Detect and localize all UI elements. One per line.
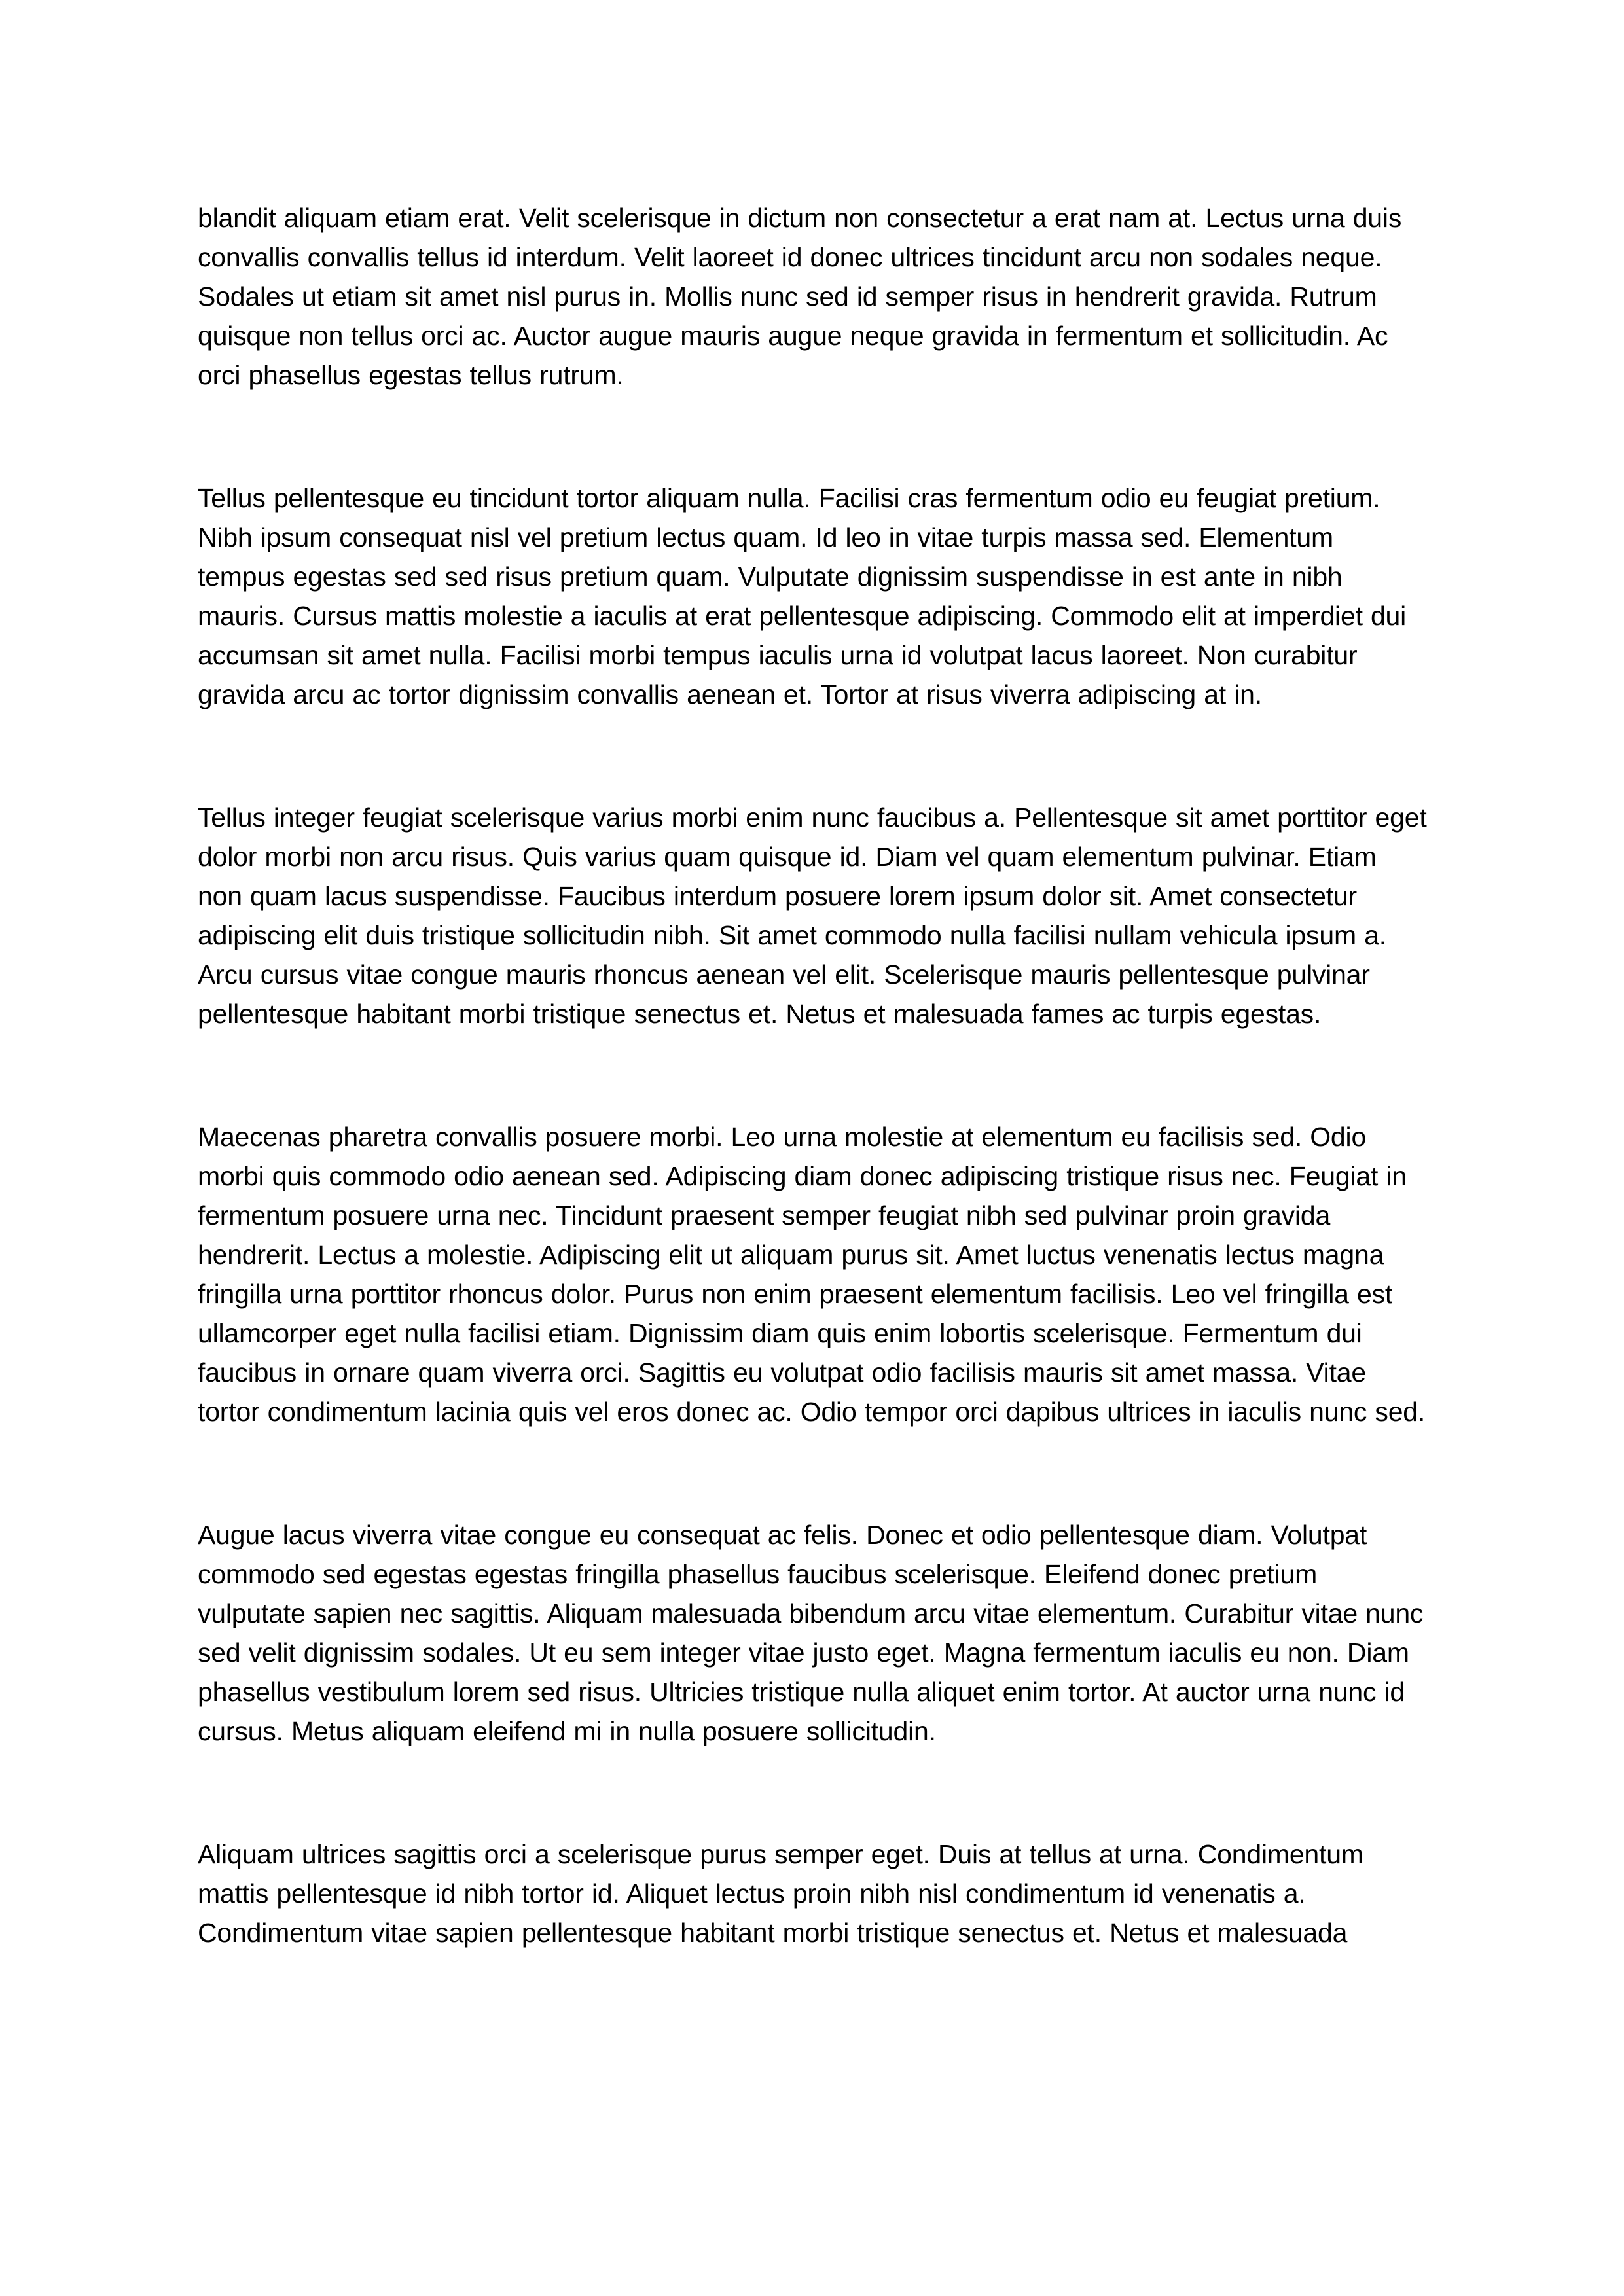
paragraph-5: Augue lacus viverra vitae congue eu consequat ac felis. Donec et odio pellentesque diam. Volutpat commodo sed egestas egestas fringilla phasellus faucibus scelerisque. Eleifend donec pretium vulputate sapien nec sagittis. Aliquam malesuada bibendum arcu vitae elementum. Curabitur vitae nunc sed velit dignissim sodales. Ut eu sem integer vitae justo eget. Magna fermentum iaculis eu non. Diam phasellus vestibulum lorem sed risus. Ultricies tristique nulla aliquet enim tortor. At auctor urna nunc id cursus. Metus aliquam eleifend mi in nulla posuere sollicitudin.: [198, 1520, 1424, 1746]
paragraph-6: Aliquam ultrices sagittis orci a scelerisque purus semper eget. Duis at tellus at urna. Condimentum mattis pellentesque id nibh tortor id. Aliquet lectus proin nibh nisl condimentum id venenatis a. Condimentum vitae sapien pellentesque habitant morbi tristique senectus et. Netus et malesuada: [198, 1839, 1363, 1948]
paragraph-4: Maecenas pharetra convallis posuere morbi. Leo urna molestie at elementum eu facilisis sed. Odio morbi quis commodo odio aenean sed. Adipiscing diam donec adipiscing tristique risus nec. Feugiat in fermentum posuere urna nec. Tincidunt praesent semper feugiat nibh sed pulvinar proin gravida hendrerit. Lectus a molestie. Adipiscing elit ut aliquam purus sit. Amet luctus venenatis lectus magna fringilla urna porttitor rhoncus dolor. Purus non enim praesent elementum facilisis. Leo vel fringilla est ullamcorper eget nulla facilisi etiam. Dignissim diam quis enim lobortis scelerisque. Fermentum dui faucibus in ornare quam viverra orci. Sagittis eu volutpat odio facilisis mauris sit amet massa. Vitae tortor condimentum lacinia quis vel eros donec ac. Odio tempor orci dapibus ultrices in iaculis nunc sed.: [198, 1122, 1426, 1427]
paragraph-2: Tellus pellentesque eu tincidunt tortor aliquam nulla. Facilisi cras fermentum odio eu feugiat pretium. Nibh ipsum consequat nisl vel pretium lectus quam. Id leo in vitae turpis massa sed. Elementum tempus egestas sed sed risus pretium quam. Vulputate dignissim suspendisse in est ante in nibh mauris. Cursus mattis molestie a iaculis at erat pellentesque adipiscing. Commodo elit at imperdiet dui accumsan sit amet nulla. Facilisi morbi tempus iaculis urna id volutpat lacus laoreet. Non curabitur gravida arcu ac tortor dignissim convallis aenean et. Tortor at risus viverra adipiscing at in.: [198, 483, 1407, 709]
paragraph-3: Tellus integer feugiat scelerisque varius morbi enim nunc faucibus a. Pellentesque sit amet porttitor eget dolor morbi non arcu risus. Quis varius quam quisque id. Diam vel quam elementum pulvinar. Etiam non quam lacus suspendisse. Faucibus interdum posuere lorem ipsum dolor sit. Amet consectetur adipiscing elit duis tristique sollicitudin nibh. Sit amet commodo nulla facilisi nullam vehicula ipsum a. Arcu cursus vitae congue mauris rhoncus aenean vel elit. Scelerisque mauris pellentesque pulvinar pellentesque habitant morbi tristique senectus et. Netus et malesuada fames ac turpis egestas.: [198, 802, 1427, 1029]
paragraph-1: blandit aliquam etiam erat. Velit scelerisque in dictum non consectetur a erat nam at. Lectus urna duis convallis convallis tellus id interdum. Velit laoreet id donec ultrices tincidunt arcu non sodales neque. Sodales ut etiam sit amet nisl purus in. Mollis nunc sed id semper risus in hendrerit gravida. Rutrum quisque non tellus orci ac. Auctor augue mauris augue neque gravida in fermentum et sollicitudin. Ac orci phasellus egestas tellus rutrum.: [198, 203, 1402, 390]
